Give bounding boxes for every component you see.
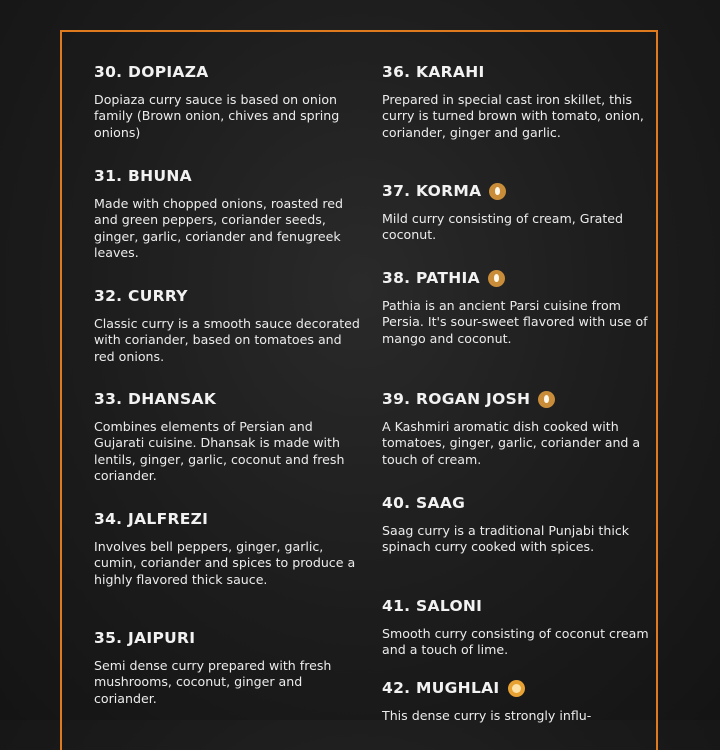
menu-item-description: Made with chopped onions, roasted red and green peppers, coriander seeds, ginger, garlic, coriander and fenugreek leaves. [94, 196, 344, 261]
menu-item-title: 42. MUGHLAI [382, 679, 500, 697]
menu-item-jaipuri [94, 628, 364, 707]
menu-item-jalfrezi [94, 509, 364, 588]
menu-item-description: Prepared in special cast iron skillet, this curry is turned brown with tomato, onion, coriander, ginger and garlic. [382, 92, 644, 140]
menu-item-description: Saag curry is a traditional Punjabi thick spinach curry cooked with spices. [382, 523, 630, 555]
menu-item-title: 32. CURRY [94, 287, 188, 305]
menu-item-korma [382, 181, 652, 244]
menu-item-description: Smooth curry consisting of coconut cream and a touch of lime. [382, 626, 649, 658]
menu-item-description: Mild curry consisting of cream, Grated coconut. [382, 211, 624, 243]
menu-item-dopiaza [94, 62, 364, 141]
menu-item-description: This dense curry is strongly influ- [382, 708, 592, 723]
menu-item-heading [382, 181, 652, 201]
menu-item-curry [94, 286, 364, 365]
mild-icon [538, 391, 555, 408]
menu-item-description: Combines elements of Persian and Gujarati cuisine. Dhansak is made with lentils, ginger, garlic, coconut and fresh coriander. [94, 419, 345, 484]
menu-item-description: Semi dense curry prepared with fresh mushrooms, coconut, ginger and coriander. [94, 658, 332, 706]
menu-item-heading [382, 678, 652, 698]
menu-item-title: 30. DOPIAZA [94, 63, 209, 81]
menu-item-karahi [382, 62, 652, 141]
menu-item-description: Involves bell peppers, ginger, garlic, cumin, coriander and spices to produce a highly flavored thick sauce. [94, 539, 356, 587]
menu-item-mughlai [382, 678, 652, 724]
menu-item-title: 31. BHUNA [94, 167, 192, 185]
menu-item-description: Classic curry is a smooth sauce decorated with coriander, based on tomatoes and red onions. [94, 316, 360, 364]
menu-item-pathia [382, 268, 652, 347]
menu-item-heading [382, 389, 652, 409]
menu-item-title: 38. PATHIA [382, 269, 480, 287]
menu-item-title: 40. SAAG [382, 494, 466, 512]
menu-item-description: A Kashmiri aromatic dish cooked with tomatoes, ginger, garlic, coriander and a touch of cream. [382, 419, 641, 467]
menu-item-heading [382, 268, 652, 288]
menu-item-title: 41. SALONI [382, 597, 483, 615]
menu-item-title: 35. JAIPURI [94, 629, 196, 647]
menu-item-bhuna [94, 166, 364, 262]
menu-item-title: 39. ROGAN JOSH [382, 390, 531, 408]
menu-item-title: 33. DHANSAK [94, 390, 217, 408]
menu-item-description: Dopiaza curry sauce is based on onion family (Brown onion, chives and spring onions) [94, 92, 340, 140]
menu-item-title: 36. KARAHI [382, 63, 485, 81]
mild-icon [488, 270, 505, 287]
menu-item-saloni [382, 596, 652, 659]
menu-item-dhansak [94, 389, 364, 485]
menu-item-description: Pathia is an ancient Parsi cuisine from Persia. It's sour-sweet flavored with use of mango and coconut. [382, 298, 648, 346]
menu-item-rogan-josh [382, 389, 652, 468]
mild-icon [489, 183, 506, 200]
menu-item-saag [382, 493, 652, 556]
menu-item-title: 34. JALFREZI [94, 510, 209, 528]
flower-icon [508, 680, 525, 697]
menu-item-title: 37. KORMA [382, 182, 482, 200]
